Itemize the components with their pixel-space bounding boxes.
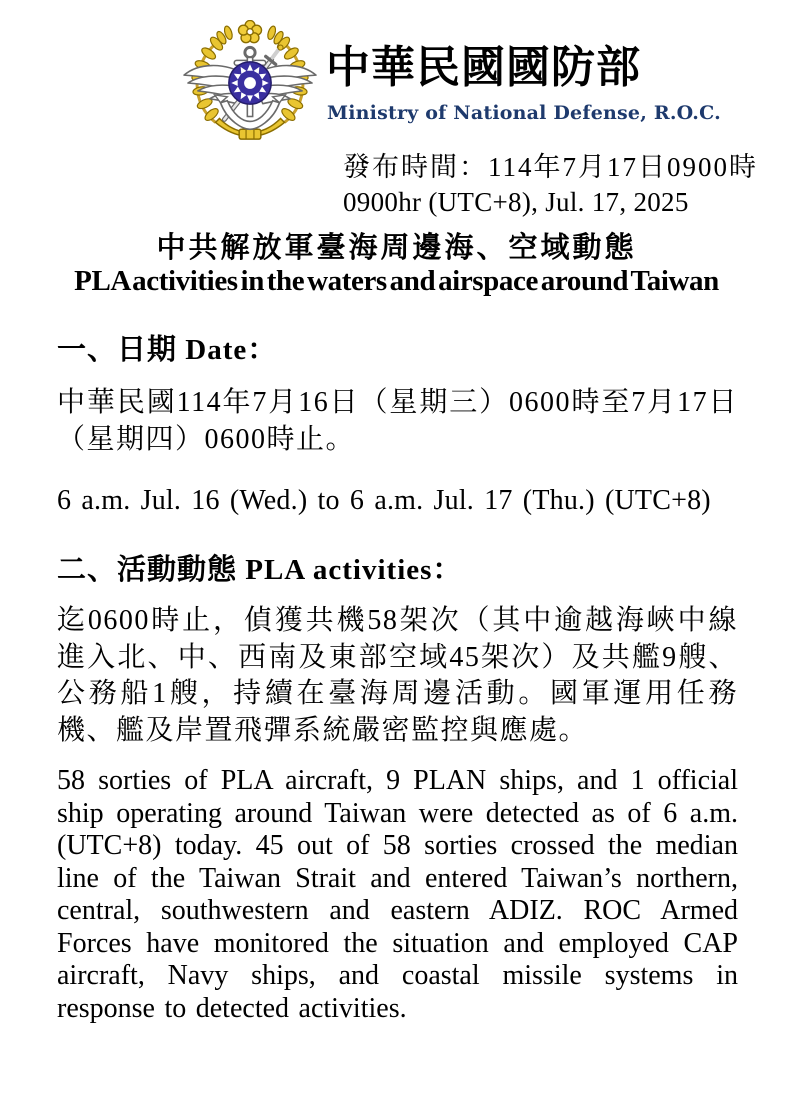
release-time-zh: 發布時間：114年7月17日0900時 [343, 152, 758, 182]
document-title-en: PLA activities in the waters and airspace around Taiwan [74, 265, 719, 297]
sun-roundel [229, 62, 271, 104]
release-time-en: 0900hr (UTC+8), Jul. 17, 2025 [343, 187, 689, 217]
release-time-block [343, 150, 758, 220]
section-activities-heading: 二、活動動態 PLA activities： [57, 554, 463, 586]
section-date-body-en: 6 a.m. Jul. 16 (Wed.) to 6 a.m. Jul. 17 (Thu.) (UTC+8) [57, 485, 711, 516]
org-name-zh: 中華民國國防部 [326, 43, 641, 92]
document-title [0, 231, 793, 298]
section-activities-body-en: 58 sorties of PLA aircraft, 9 PLAN ships, and 1 official ship operating around Taiwan were detected as of 6 a.m. (UTC+8) today. 45 out of 58 sorties crossed the median line of the Taiwan Strait and entered Taiwan’s northern, central, southwestern and eastern ADIZ. ROC Armed Forces have monitored the situation and employed CAP aircraft, Navy ships, and coastal missile systems in response to detected activities. [57, 765, 738, 1024]
section-date-heading: 一、日期 Date： [57, 334, 278, 366]
org-name-en: Ministry of National Defense, R.O.C. [327, 102, 721, 124]
section-activities-body-zh: 迄0600時止，偵獲共機58架次（其中逾越海峽中線進入北、中、西南及東部空域45架次）及共艦9艘、公務船1艘，持續在臺海周邊活動。國軍運用任務機、艦及岸置飛彈系統嚴密監控與應處。 [57, 605, 738, 746]
section-date-body-zh: 中華民國114年7月16日（星期三）0600時至7月17日（星期四）0600時止。 [57, 387, 738, 455]
document-title-zh: 中共解放軍臺海周邊海、空域動態 [156, 232, 637, 264]
mnd-emblem-icon [176, 20, 324, 148]
plum-blossom [238, 20, 261, 42]
ribbon-knot [239, 129, 261, 139]
